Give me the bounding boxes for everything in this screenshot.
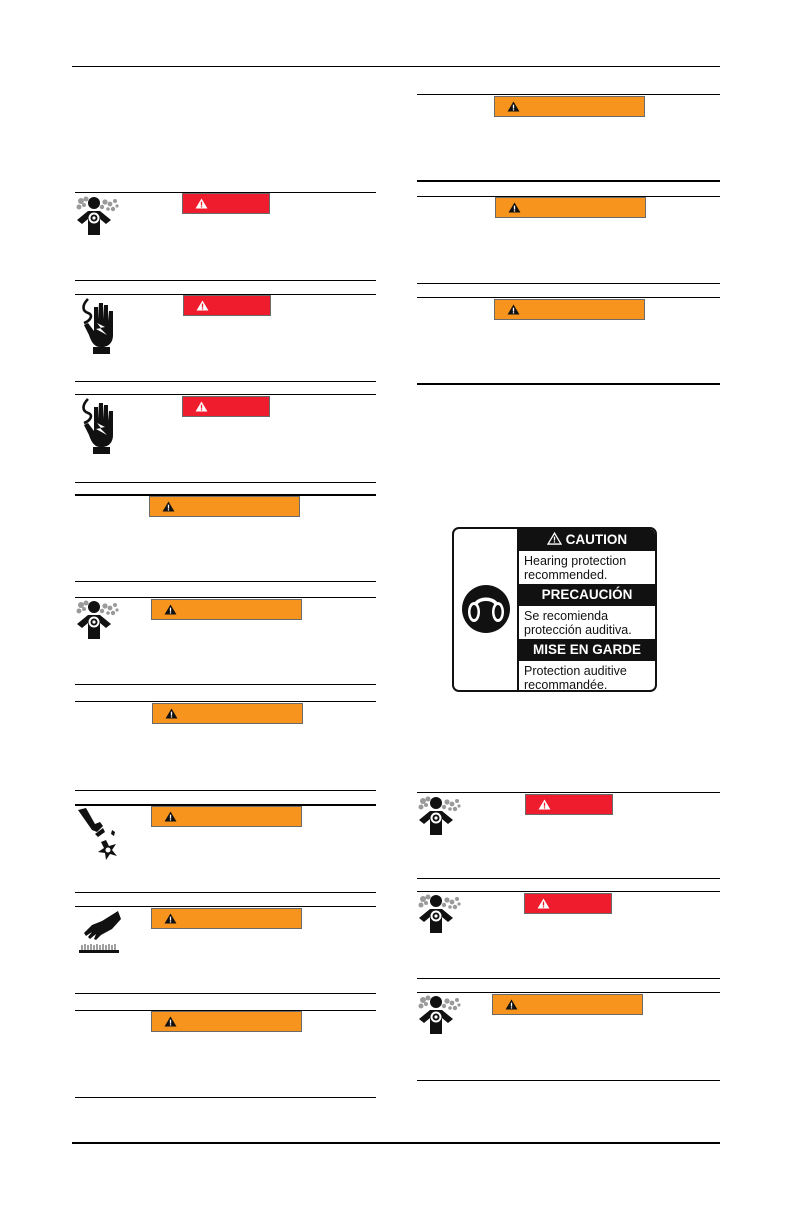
electric-shock-hand-icon (80, 395, 120, 455)
danger-banner (183, 295, 271, 316)
section-rule (417, 878, 720, 879)
section-rule (75, 892, 376, 893)
section-rule (75, 701, 376, 702)
alert-triangle-icon (164, 1016, 177, 1027)
section-rule (417, 94, 720, 95)
danger-banner (182, 396, 270, 417)
warning-banner (494, 299, 645, 320)
warning-banner (151, 599, 302, 620)
alert-triangle-icon (537, 898, 550, 909)
section-rule (75, 280, 376, 281)
electric-shock-hand-icon (80, 295, 120, 355)
footer-rule (72, 1142, 720, 1144)
hearing-protection-icon (461, 584, 511, 634)
french-heading: MISE EN GARDE (519, 639, 655, 661)
section-rule (75, 482, 376, 483)
alert-triangle-icon (164, 913, 177, 924)
section-rule (417, 283, 720, 284)
explosion-person-icon (417, 795, 461, 835)
spanish-heading: PRECAUCIÓN (519, 584, 655, 606)
section-rule (75, 684, 376, 685)
alert-triangle-icon (195, 198, 208, 209)
alert-triangle-icon (505, 999, 518, 1010)
alert-triangle-icon (508, 202, 521, 213)
hot-surface-hand-icon (78, 909, 122, 953)
warning-banner (151, 1011, 302, 1032)
alert-triangle-icon (195, 401, 208, 412)
section-rule (75, 394, 376, 395)
hearing-label-icon-panel (454, 529, 519, 690)
caution-heading-text: CAUTION (565, 532, 628, 547)
section-rule (75, 581, 376, 582)
alert-triangle-icon (162, 501, 175, 512)
warning-banner (495, 197, 646, 218)
explosion-person-icon (417, 994, 461, 1034)
caution-heading (519, 529, 655, 551)
danger-banner (525, 794, 613, 815)
section-rule (417, 992, 720, 993)
alert-triangle-icon (196, 300, 209, 311)
section-rule (417, 792, 720, 793)
warning-banner (149, 496, 300, 517)
warning-banner (152, 703, 303, 724)
section-rule (75, 906, 376, 907)
warning-banner (151, 806, 302, 827)
danger-banner (524, 893, 612, 914)
section-rule (417, 383, 720, 385)
section-rule (75, 790, 376, 791)
cutting-hand-icon (76, 806, 120, 860)
explosion-person-icon (75, 195, 119, 235)
alert-triangle-icon (507, 101, 520, 112)
warning-banner (494, 96, 645, 117)
section-rule (417, 1080, 720, 1081)
section-rule (417, 891, 720, 892)
french-text: Protection auditive recommandée. (524, 664, 627, 692)
alert-triangle-icon (164, 811, 177, 822)
spanish-text: Se recomienda protección auditiva. (524, 609, 632, 637)
section-rule (417, 978, 720, 979)
alert-triangle-icon (164, 604, 177, 615)
danger-banner (182, 193, 270, 214)
warning-banner (151, 908, 302, 929)
alert-triangle-icon (165, 708, 178, 719)
alert-triangle-icon (507, 304, 520, 315)
alert-triangle-icon (538, 799, 551, 810)
english-text: Hearing protection recommended. (524, 554, 627, 582)
section-rule (75, 597, 376, 598)
explosion-person-icon (75, 599, 119, 639)
hearing-protection-label (452, 527, 657, 692)
section-rule (75, 1097, 376, 1098)
section-rule (417, 297, 720, 298)
section-rule (75, 993, 376, 994)
explosion-person-icon (417, 893, 461, 933)
caution-triangle-icon (547, 532, 562, 545)
section-rule (417, 180, 720, 182)
section-rule (75, 381, 376, 382)
header-rule (72, 66, 720, 67)
warning-banner (492, 994, 643, 1015)
